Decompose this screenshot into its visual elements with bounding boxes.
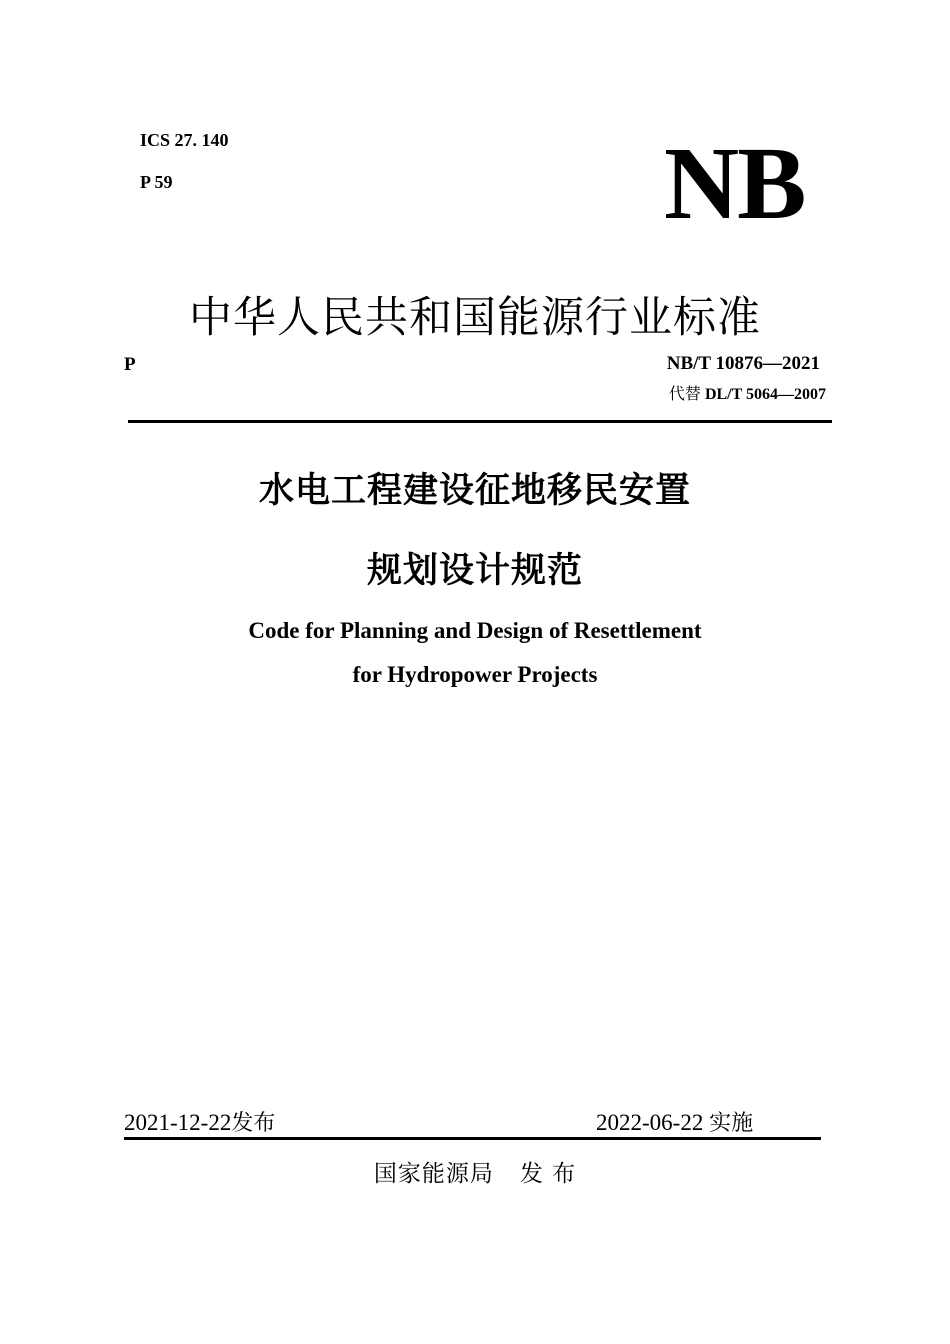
bottom-divider [124,1137,821,1140]
top-divider [128,420,832,423]
title-zh-line1: 水电工程建设征地移民安置 [258,471,691,511]
standard-number: NB/T 10876—2021 [666,353,820,374]
implementation-date-value: 2022-06-22 [596,1110,704,1135]
issuer [0,1155,950,1188]
ics-code: ICS 27. 140 [140,130,229,150]
replaces-standard [669,381,826,404]
title-zh-line2: 规划设计规范 [366,551,583,591]
filing-mark: P [124,354,136,375]
issuer-action: 发 布 [519,1161,577,1187]
title-en-line1: Code for Planning and Design of Resettlement [248,618,702,643]
title-en-line2: for Hydropower Projects [352,662,598,687]
implementation-date [596,1106,753,1137]
replaces-prefix: 代替 [668,384,701,403]
issuer-name: 国家能源局 [373,1161,494,1187]
issue-date [124,1106,275,1137]
implementation-date-label: 实施 [709,1111,754,1136]
nb-logo: NB [664,126,805,241]
issue-date-value: 2021-12-22 [124,1110,232,1135]
replaces-number: DL/T 5064—2007 [704,386,826,403]
standard-category-title: 中华人民共和国能源行业标准 [189,293,761,343]
ccs-code: P 59 [140,172,173,192]
issue-date-label: 发布 [231,1111,276,1136]
